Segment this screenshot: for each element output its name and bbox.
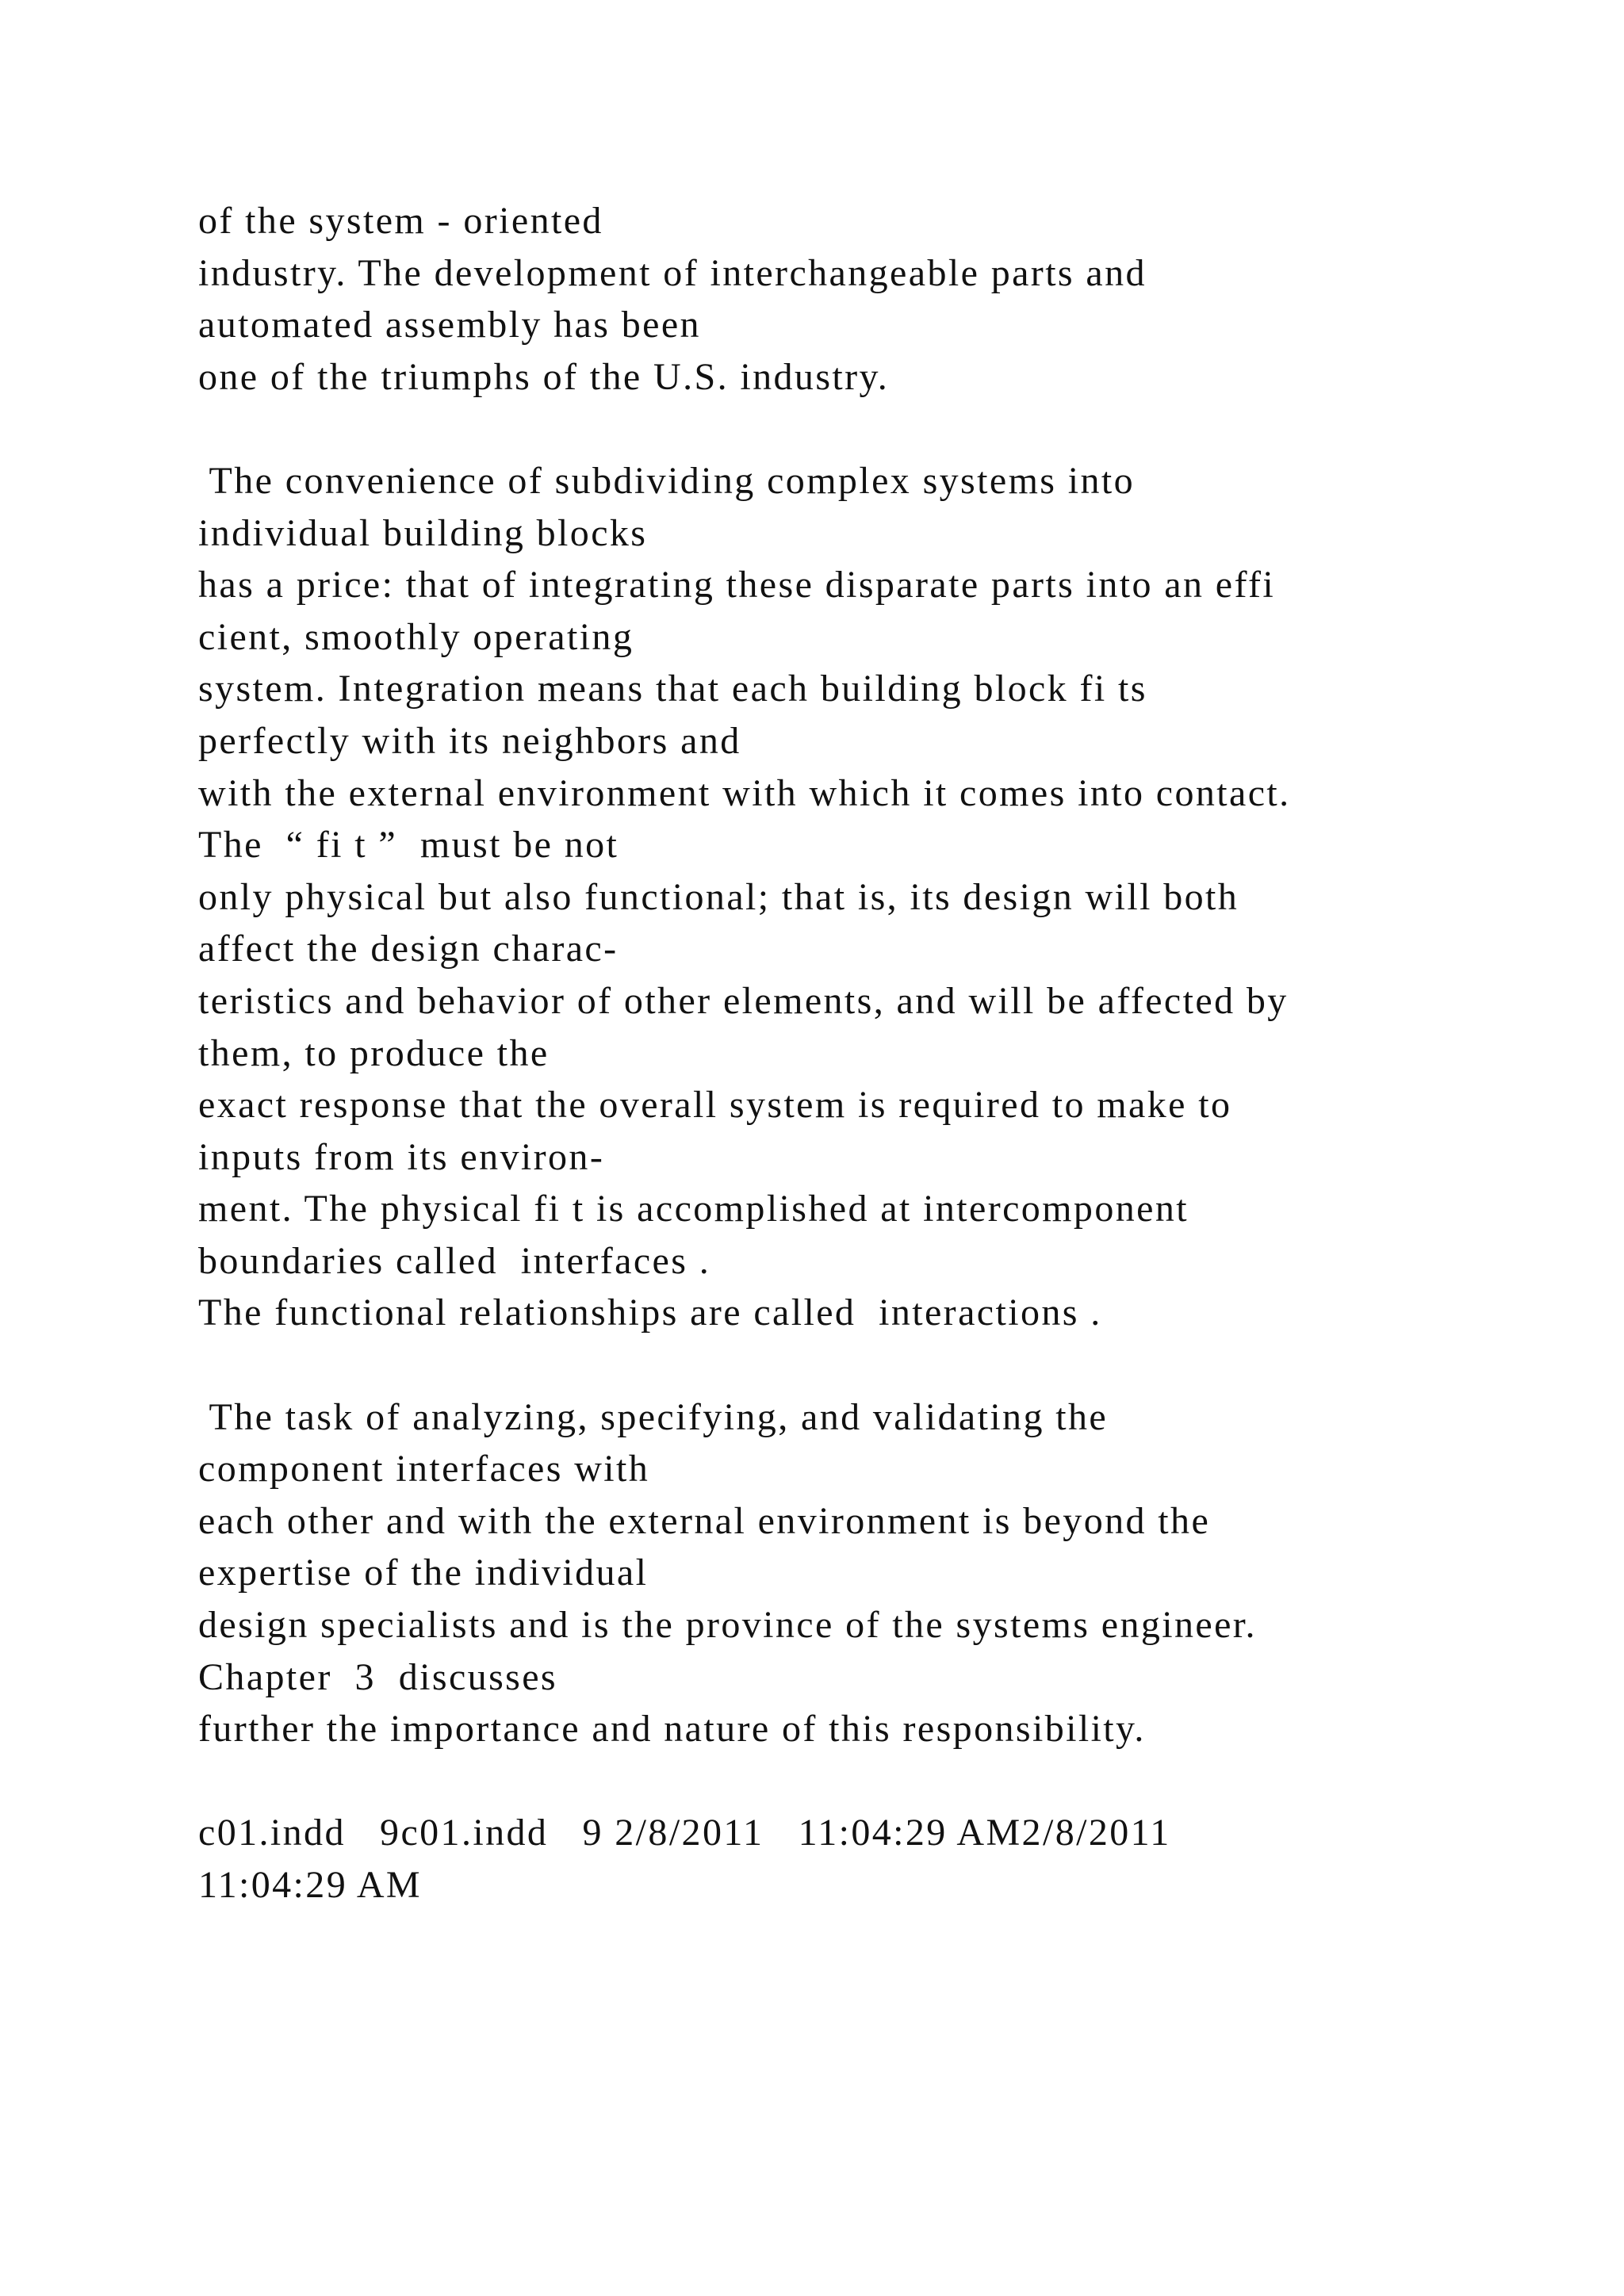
text-line: only physical but also functional; that is, its design will both <box>198 875 1239 918</box>
text-line: Chapter 3 discusses <box>198 1655 558 1698</box>
text-line: expertise of the individual <box>198 1552 649 1594</box>
print-slug <box>198 1807 1562 1911</box>
text-line: perfectly with its neighbors and <box>198 719 741 762</box>
text-line: boundaries called interfaces . <box>198 1239 711 1282</box>
paragraph-spacer <box>198 403 1562 455</box>
text-line: cient, smoothly operating <box>198 615 634 658</box>
text-line: industry. The development of interchangeable parts and <box>198 251 1147 294</box>
text-line: 11:04:29 AM <box>198 1864 422 1906</box>
paragraph-2 <box>198 455 1562 1339</box>
text-line: one of the triumphs of the U.S. industry. <box>198 355 890 398</box>
text-line: exact response that the overall system is required to make to <box>198 1084 1232 1127</box>
text-line: each other and with the external environment is beyond the <box>198 1499 1211 1542</box>
text-line: The task of analyzing, specifying, and validating the <box>198 1395 1109 1438</box>
text-line: affect the design charac- <box>198 928 619 970</box>
text-line: The convenience of subdividing complex systems into <box>198 459 1136 502</box>
text-line: them, to produce the <box>198 1031 550 1074</box>
text-line: component interfaces with <box>198 1448 650 1490</box>
text-line: The “ fi t ” must be not <box>198 824 619 867</box>
paragraph-spacer <box>198 1339 1562 1391</box>
text-line: of the system - oriented <box>198 200 603 242</box>
text-line: has a price: that of integrating these disparate parts into an effi <box>198 564 1276 607</box>
text-line: with the external environment with which it comes into contact. <box>198 771 1291 814</box>
text-line: The functional relationships are called interactions . <box>198 1292 1102 1334</box>
text-line: individual building blocks <box>198 511 648 554</box>
text-line: ment. The physical fi t is accomplished at intercomponent <box>198 1188 1189 1230</box>
paragraph-1 <box>198 195 1562 403</box>
text-line: inputs from its environ- <box>198 1135 605 1178</box>
text-line: automated assembly has been <box>198 304 701 346</box>
text-line: design specialists and is the province of the systems engineer. <box>198 1604 1257 1647</box>
paragraph-spacer <box>198 1755 1562 1808</box>
text-line: teristics and behavior of other elements, and will be affected by <box>198 979 1289 1022</box>
document-body <box>198 195 1562 1911</box>
paragraph-3 <box>198 1391 1562 1755</box>
text-line: further the importance and nature of this responsibility. <box>198 1708 1146 1751</box>
text-line: c01.indd 9c01.indd 9 2/8/2011 11:04:29 AM2/8/2011 <box>198 1812 1171 1854</box>
text-line: system. Integration means that each building block fi ts <box>198 668 1147 710</box>
